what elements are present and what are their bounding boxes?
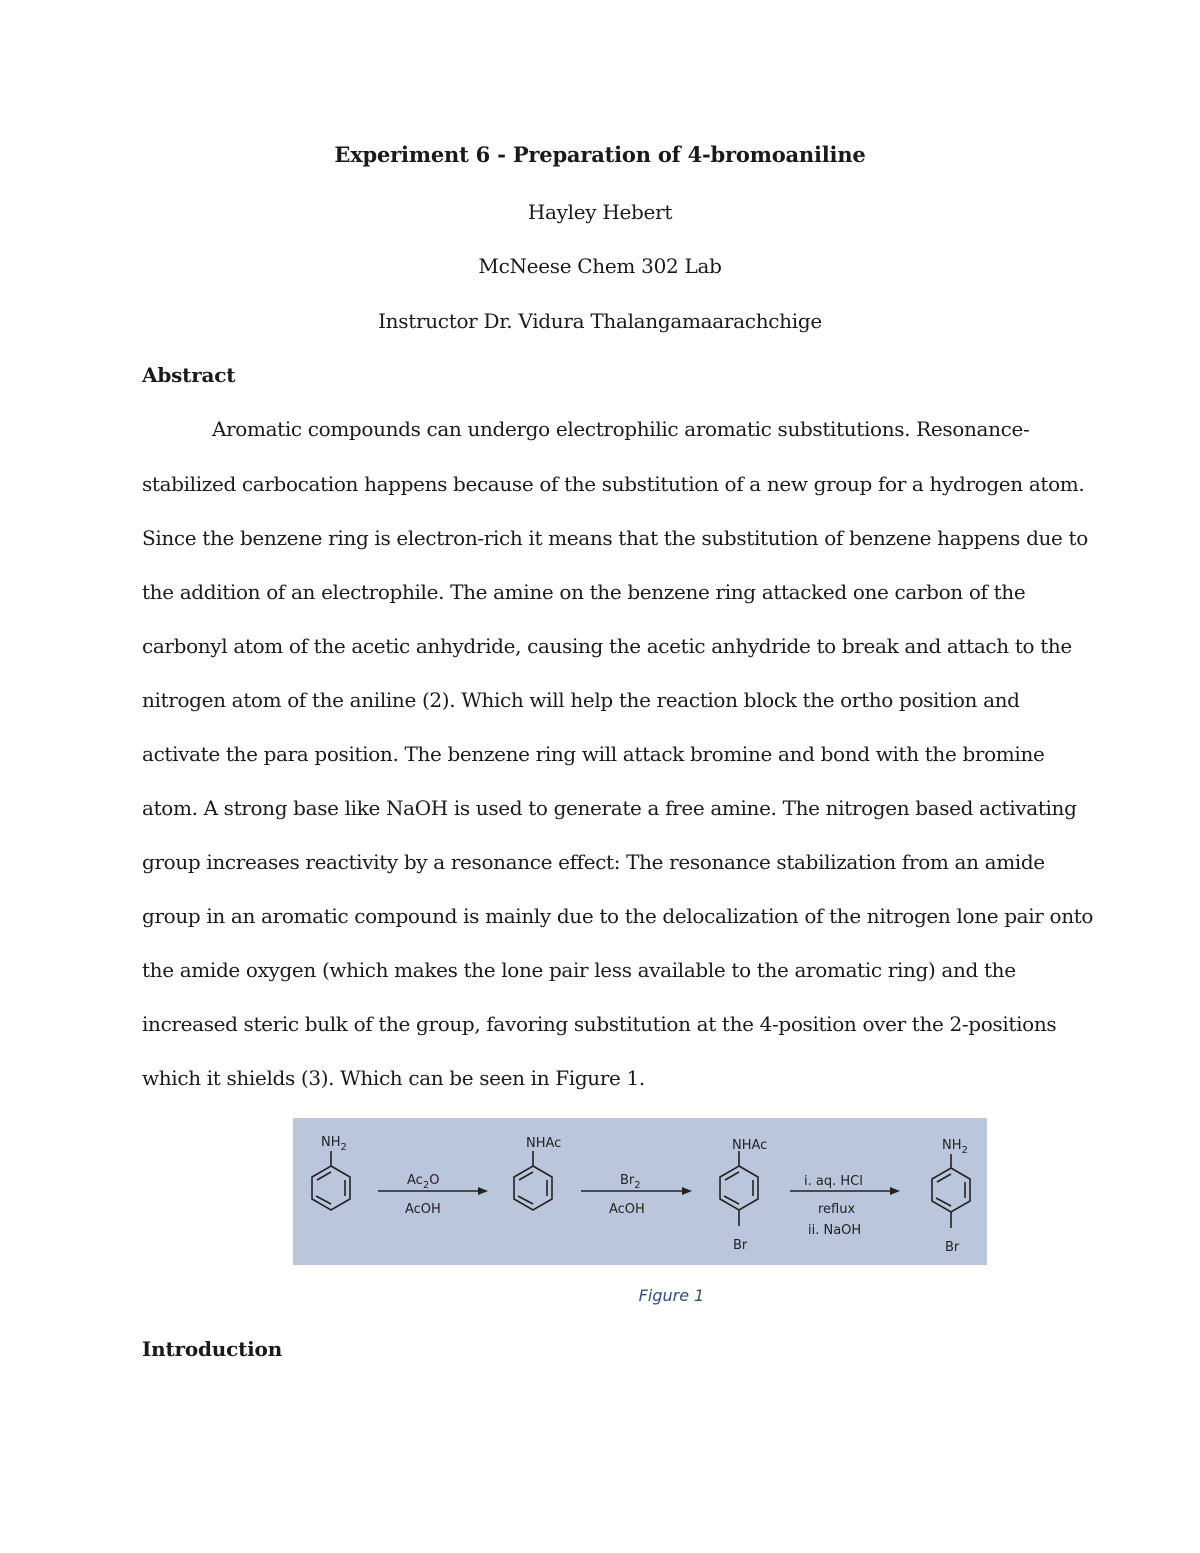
course-name: McNeese Chem 302 Lab: [478, 254, 722, 278]
abstract-line: activate the para position. The benzene ring will attack bromine and bond with the bromine: [142, 742, 1045, 766]
document-title: Experiment 6 - Preparation of 4-bromoaniline: [334, 142, 866, 167]
bromoaniline-structure: [932, 1154, 970, 1228]
bromoacetanilide-br-label: Br: [733, 1238, 748, 1253]
bromoaniline-br-label: Br: [945, 1240, 960, 1255]
bromoaniline-nh2-label: $NH_2$: [942, 1138, 968, 1156]
abstract-line: stabilized carbocation happens because of the substitution of a new group for a hydrogen atom.: [142, 472, 1085, 496]
instructor-name: Instructor Dr. Vidura Thalangamaarachchige: [378, 309, 822, 333]
step1-reagent-top: $Ac_2O$: [407, 1173, 440, 1191]
introduction-heading: Introduction: [142, 1337, 283, 1361]
abstract-line: Aromatic compounds can undergo electrophilic aromatic substitutions. Resonance-: [212, 417, 1030, 441]
arrow-head-2: [682, 1187, 692, 1195]
step3-reagent-line3: ii. NaOH: [808, 1223, 862, 1238]
step1-reagent-bottom: AcOH: [405, 1202, 441, 1217]
author-name: Hayley Hebert: [527, 200, 673, 224]
aniline-structure: [312, 1151, 350, 1210]
reaction-scheme-figure: [293, 1118, 987, 1265]
abstract-line: nitrogen atom of the aniline (2). Which will help the reaction block the ortho position and: [142, 688, 1020, 712]
abstract-line: group increases reactivity by a resonance effect: The resonance stabilization from an amide: [142, 850, 1045, 874]
step2-reagent-top: $Br_2$: [620, 1173, 641, 1191]
abstract-line: which it shields (3). Which can be seen in Figure 1.: [142, 1066, 645, 1090]
acetanilide-nhac-label: NHAc: [526, 1136, 562, 1151]
figure-caption: Figure 1: [638, 1286, 705, 1305]
arrow-head-3: [890, 1187, 900, 1195]
step2-reagent-bottom: AcOH: [609, 1202, 645, 1217]
acetanilide-structure: [514, 1151, 552, 1210]
abstract-line: the amide oxygen (which makes the lone pair less available to the aromatic ring) and the: [142, 958, 1016, 982]
aniline-nh2-label: $NH_2$: [321, 1135, 347, 1153]
abstract-line: increased steric bulk of the group, favoring substitution at the 4-position over the 2-positions: [142, 1012, 1057, 1036]
bromoacetanilide-structure: [720, 1151, 758, 1226]
abstract-line: carbonyl atom of the acetic anhydride, causing the acetic anhydride to break and attach to the: [142, 634, 1072, 658]
abstract-line: the addition of an electrophile. The amine on the benzene ring attacked one carbon of the: [142, 580, 1026, 604]
abstract-line: atom. A strong base like NaOH is used to generate a free amine. The nitrogen based activating: [142, 796, 1077, 820]
reaction-scheme-diagram: [293, 1118, 987, 1265]
step3-reagent-line2: reflux: [818, 1202, 856, 1217]
arrow-head-1: [478, 1187, 488, 1195]
abstract-line: group in an aromatic compound is mainly due to the delocalization of the nitrogen lone pair onto: [142, 904, 1094, 928]
bromoacetanilide-nhac-label: NHAc: [732, 1138, 768, 1153]
step3-reagent-line1: i. aq. HCl: [804, 1174, 863, 1189]
abstract-heading: Abstract: [142, 363, 236, 387]
abstract-line: Since the benzene ring is electron-rich it means that the substitution of benzene happens due to: [142, 526, 1088, 550]
